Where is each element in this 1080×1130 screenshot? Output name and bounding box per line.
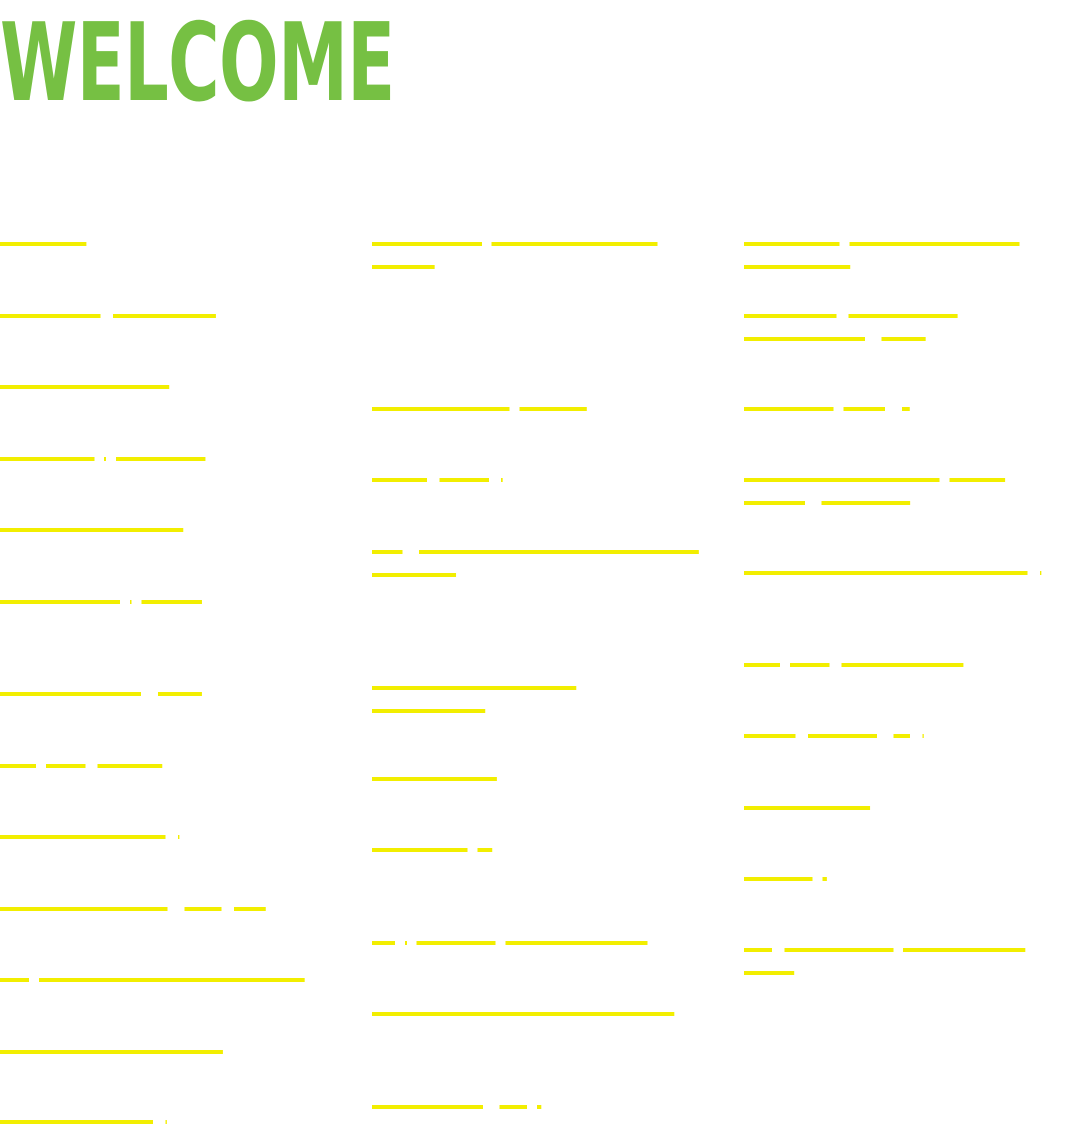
link-privacy-policy[interactable]: Privacy Policy [372,458,503,481]
link-recent-news[interactable]: Recent News [372,757,497,780]
link-about-us[interactable]: About Us [0,222,87,245]
link-donate[interactable]: Donate to Support Us [0,580,202,603]
link-find-location[interactable]: Find a Location Near You Today [744,551,1042,574]
link-mission[interactable]: Our Mission, Vision and Guiding Values [372,222,672,268]
link-support-groups[interactable]: Support Groups and Services [372,921,648,944]
link-member-directory[interactable]: Member Directory [0,1100,167,1123]
link-help-line[interactable]: Help Line and Resources Center [0,958,305,981]
link-programs-youth[interactable]: Programs for Youth and Families in Our Area [372,530,699,576]
link-faq[interactable]: Frequently Asked [0,744,163,767]
link-get-involved[interactable]: Get Involved Today [0,815,180,838]
link-history[interactable]: History and Legacy [744,714,924,737]
link-volunteer[interactable]: Volunteer Sign Up [372,1085,542,1108]
link-give-online[interactable]: Give Online Through PayPal [0,887,266,910]
link-site-map[interactable]: Site Map [744,857,827,880]
link-scholarships[interactable]: Scholarships [372,828,493,851]
link-why-choose-us[interactable]: Why Choose Us, Your Trusted Local [744,928,1026,974]
link-careers[interactable]: Careers Opportunities [0,437,206,460]
page-title: WELCOME [0,1,395,126]
link-contact[interactable]: Contact Information [0,508,184,531]
link-accessibility-statement[interactable]: Accessibility Statement [0,294,216,317]
link-newsletter[interactable]: Join Our Newsletter List [0,1030,223,1053]
link-terms[interactable]: Terms and Conditions of Service [372,992,675,1015]
link-events[interactable]: Events and Programs [0,672,202,695]
link-board-of-directors[interactable]: Board of Directors [0,365,170,388]
link-community-health[interactable]: Community Health and Wellness Programs [744,294,958,340]
link-public-resources[interactable]: Public Resources and Publications [372,666,577,712]
link-partners[interactable]: Partners and Sponsors [372,387,587,410]
link-frequently-used-forms[interactable]: Frequently Used Forms [744,643,964,666]
link-educational-workshops[interactable]: Educational Workshops and Training Sessions [744,458,1006,504]
link-current-openings[interactable]: Current Openings [744,387,910,410]
link-annual-reports[interactable]: Annual Reports and Financial Statements [744,222,1020,268]
link-media-center[interactable]: Media Center [744,786,871,809]
